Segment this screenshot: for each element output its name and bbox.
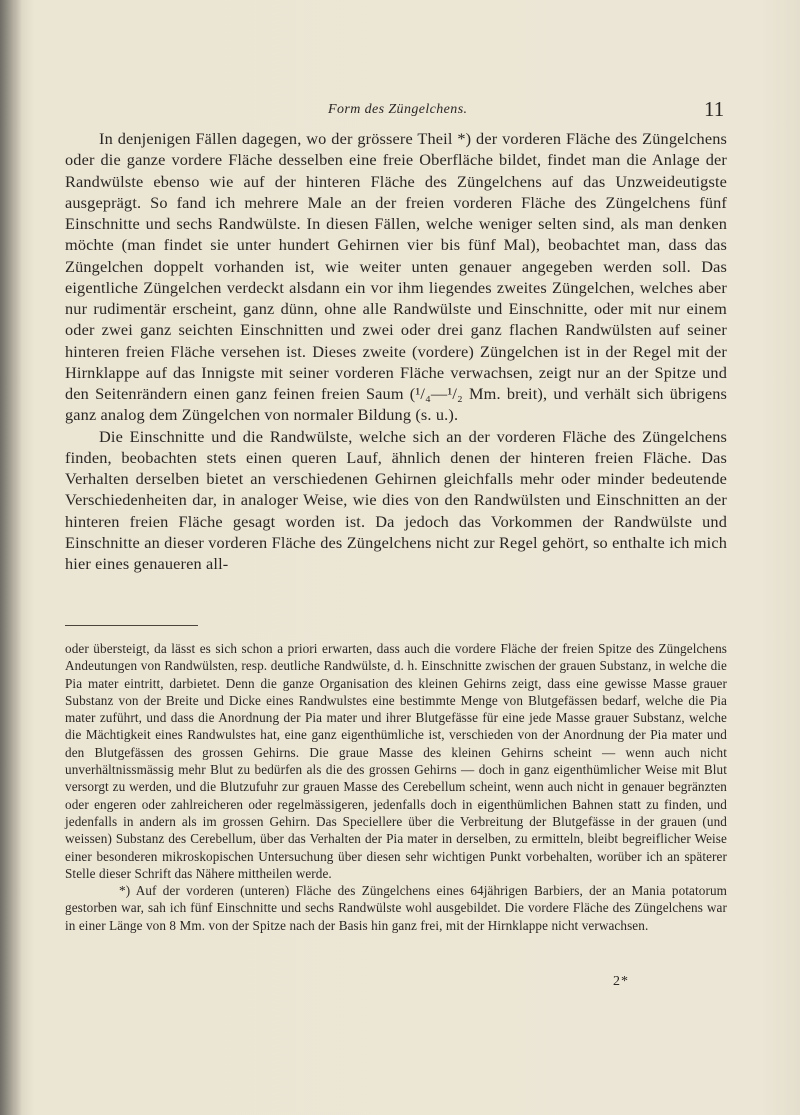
paragraph: In denjenigen Fällen dagegen, wo der grössere Theil *) der vorderen Fläche des Züngelchens oder die ganze vordere Fläche desselben eine freie Oberfläche bildet, findet man die Anlage der Randwülste ebenso wie auf der hinteren Fläche des Züngelchens auf das Unzweideutigste ausgeprägt. So fand ich mehrere Male an der freien vorderen Fläche des Züngelchens fünf Einschnitte und sechs Randwülste. In diesen Fällen, welche weniger selten sind, als man denken möchte (man findet sie unter hundert Gehirnen vier bis fünf Mal), beobachtet man, dass das Züngelchen doppelt vorhanden ist, wie weiter unten genauer angegeben werden soll. Das eigentliche Züngelchen verdeckt alsdann ein vor ihm liegendes zweites Züngelchen, welches aber nur rudimentär erscheint, ganz dünn, ohne alle Randwülste und Einschnitte, oder mit nur einem oder zwei ganz seichten Einschnitten und zwei oder drei ganz flachen Randwülsten auf seiner hinteren freien Fläche versehen ist. Dieses zweite (vordere) Züngelchen ist in der Regel mit der Hirnklappe auf das Innigste mit seiner vorderen Fläche verwachsen, zeigt nur an der Spitze und den Seitenrändern einen ganz feinen freien Saum (¹/₄—¹/₂ Mm. breit), und verhält sich übrigens ganz analog dem Züngelchen von normaler Bildung (s. u.). bbox=[65, 129, 727, 425]
footnotes bbox=[65, 640, 727, 934]
page-number: 11 bbox=[704, 97, 725, 121]
footnote-separator-rule bbox=[65, 625, 198, 626]
main-text bbox=[65, 128, 727, 574]
book-binding-edge bbox=[0, 0, 22, 1115]
signature-mark: 2* bbox=[613, 974, 629, 989]
footnote-continuation: oder übersteigt, da lässt es sich schon a priori erwarten, dass auch die vordere Fläche der freien Spitze des Züngelchens Andeutungen von Randwülsten, resp. deutliche Randwülste, d. h. Einschnitte zwischen der grauen Substanz, in welche die Pia mater eintritt, darbietet. Denn die ganze Organisation des kleinen Gehirns zeigt, dass eine gewisse Masse grauer Substanz von der Breite und Dicke eines Randwulstes eine bestimmte Menge von Blutgefässen bedarf, welche die Pia mater zuführt, und dass die Anordnung der Pia mater und ihrer Blutgefässe für eine jede Masse grauer Substanz, welche die Mächtigkeit eines Randwulstes hat, eine ganz eigenthümliche ist, verschieden von der Anordnung der Pia mater und den Blutgefässen des grossen Gehirns. Die graue Masse des kleinen Gehirns scheint — wenn auch nicht unverhältnissmässig mehr Blut zu bedürfen als die des grossen Gehirns — doch in ganz eigenthümlicher Weise mit Blut versorgt zu werden, und die Blutzufuhr zur grauen Masse des Cerebellum scheint, wenn auch nicht in genauer begränzten oder engeren oder zahlreicheren oder regelmässigeren, jedenfalls doch in eigenthümlichen Bahnen statt zu finden, und jedenfalls in andern als im grossen Gehirn. Das Speciellere über die Verbreitung der Blutgefässe in der grauen (und weissen) Substanz des Cerebellum, über das Verhalten der Pia mater in derselben, zu ermitteln, bleibt begreiflicher Weise einer besonderen mikroskopischen Untersuchung über diesen sehr wichtigen Punkt vorbehalten, worüber ich an späterer Stelle dieser Schrift das Nähere mittheilen werde. bbox=[65, 641, 727, 881]
paragraph: Die Einschnitte und die Randwülste, welche sich an der vorderen Fläche des Züngelchens finden, beobachten stets einen queren Lauf, ähnlich denen der hinteren freien Fläche. Das Verhalten derselben bietet an verschiedenen Gehirnen gleichfalls mehr oder minder bedeutende Verschiedenheiten dar, in analoger Weise, wie dies von den Randwülsten und Einschnitten an der hinteren freien Fläche gesagt worden ist. Da jedoch das Vorkommen der Randwülste und Einschnitte an dieser vorderen Fläche des Züngelchens nicht zur Regel gehört, so enthalte ich mich hier eines genaueren all- bbox=[65, 426, 727, 573]
footnote: *) Auf der vorderen (unteren) Fläche des Züngelchens eines 64jährigen Barbiers, der an Mania potatorum gestorben war, sah ich fünf Einschnitte und sechs Randwülste wohl ausgebildet. Die vordere Fläche des Züngelchens war in einer Länge von 8 Mm. von der Spitze nach der Basis hin ganz frei, mit der Hirnklappe nicht verwachsen. bbox=[65, 883, 727, 933]
running-title: Form des Züngelchens. bbox=[328, 102, 468, 117]
page-header bbox=[0, 97, 800, 124]
